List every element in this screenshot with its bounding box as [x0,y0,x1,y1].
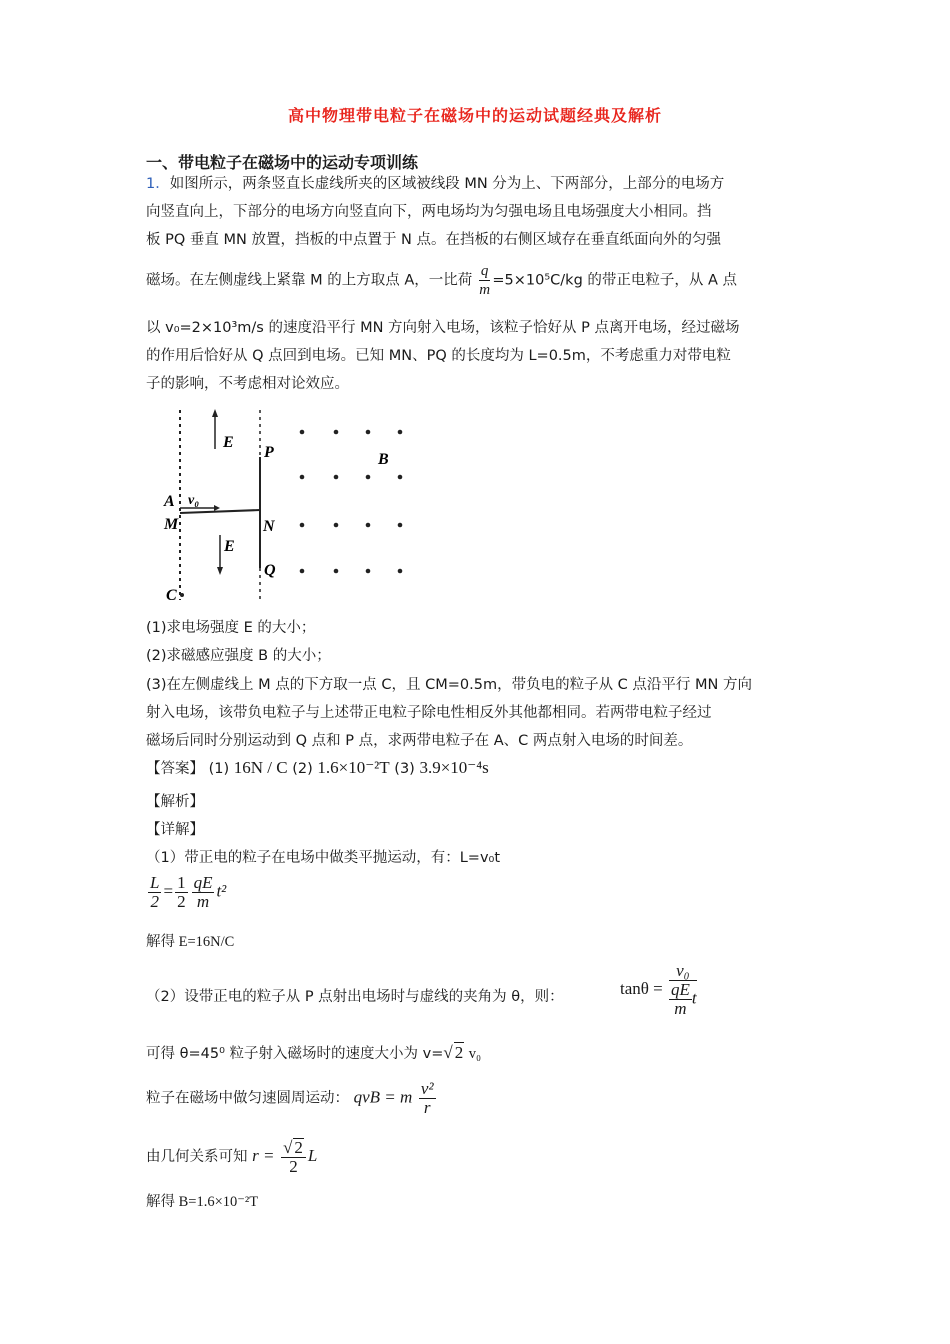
label-c: C [166,587,177,604]
problem-line-7: 子的影响，不考虑相对论效应。 [146,376,349,392]
field-dot [300,430,305,435]
problem-line-2: 向竖直向上，下部分的电场方向竖直向下，两电场均为匀强电场且电场强度大小相同。挡 [146,204,712,220]
point-c-marker [180,593,184,597]
answer-line: 【答案】 (1) 16N / C (2) 1.6×10⁻²T (3) 3.9×10⁻⁴s [146,758,489,777]
label-b: B [378,451,389,468]
label-n: N [263,518,275,535]
equation-1: $\frac{L}{2}$ = $\frac{1}{2}$ $\frac{qE}{m}$ t² [150,873,227,911]
detail-label: 【详解】 [146,822,204,838]
question-3-line-3: 磁场后同时分别运动到 Q 点和 P 点，求两带电粒子在 A、C 两点射入电场的时间差。 [146,733,693,749]
problem-line-5: 以 v₀=2×10³m/s 的速度沿平行 MN 方向射入电场，该粒子恰好从 P 点离开电场，经过磁场 [146,320,740,336]
field-up-arrowhead [212,409,218,417]
field-dot [398,569,403,574]
analysis-label: 【解析】 [146,794,204,810]
label-v0: v₀ [188,493,200,508]
problem-line-1: 1．如图所示，两条竖直长虚线所夹的区域被线段 MN 分为上、下两部分，上部分的电场方 [146,176,725,192]
field-dot [398,523,403,528]
segment-mn [180,510,260,513]
answer-1-value: 16N / C [233,758,288,777]
field-dot [300,523,305,528]
charge-mass-ratio: $\frac{q}{m}$ [479,263,491,298]
solution-step-5: 由几何关系可知 r = $\frac{√ 2}{2}$ L [146,1138,318,1176]
field-dot [366,430,371,435]
problem-number: 1． [146,176,170,192]
field-dot [334,475,339,480]
label-p: P [264,444,274,461]
solution-result-e: 解得 E=16N/C [146,934,235,950]
label-m: M [164,516,179,533]
field-dot [334,430,339,435]
solution-step-1: （1）带正电的粒子在电场中做类平抛运动，有：L=v₀t [146,850,501,866]
answer-3-value: 3.9×10⁻⁴s [419,758,489,777]
field-dot [300,569,305,574]
field-dot [366,569,371,574]
section-heading: 一、带电粒子在磁场中的运动专项训练 [146,153,419,172]
problem-line-3: 板 PQ 垂直 MN 放置，挡板的中点置于 N 点。在挡板的右侧区域存在垂直纸面向外的匀强 [146,232,722,248]
question-2: (2)求磁感应强度 B 的大小； [146,648,331,664]
velocity-arrowhead [214,505,220,511]
label-e-upper: E [223,434,234,451]
physics-figure [160,405,420,605]
field-dot [398,430,403,435]
solution-result-b: 解得 B=1.6×10⁻²T [146,1194,259,1210]
field-dot [300,475,305,480]
answer-label: 【答案】 [146,761,204,777]
field-dot [334,523,339,528]
problem-line-4: 磁场。在左侧虚线上紧靠 M 的上方取点 A，一比荷 $\frac{q}{m}$ =5×10⁵C/kg 的带正电粒子，从 A 点 [146,263,738,298]
label-e-lower: E [224,538,235,555]
question-3-line-2: 射入电场，该带负电粒子与上述带正电粒子除电性相反外其他都相同。若两带电粒子经过 [146,705,712,721]
field-dot [366,523,371,528]
field-down-arrowhead [217,567,223,575]
field-dot [334,569,339,574]
field-dot [366,475,371,480]
solution-step-3: 可得 θ=45⁰ 粒子射入磁场时的速度大小为 v=√ 2 v₀ [146,1043,482,1062]
problem-line-6: 的作用后恰好从 Q 点回到电场。已知 MN、PQ 的长度均为 L=0.5m，不考虑重力对带电粒 [146,348,731,364]
label-q: Q [264,562,276,579]
answer-2-value: 1.6×10⁻²T [317,758,390,777]
field-dot [398,475,403,480]
question-1: (1)求电场强度 E 的大小； [146,620,316,636]
question-3-line-1: (3)在左侧虚线上 M 点的下方取一点 C，且 CM=0.5m，带负电的粒子从 C 点沿平行 MN 方向 [146,677,752,693]
label-a: A [164,493,175,510]
equation-2: tanθ = v₀ $\frac{qE}{m}$ t [620,961,697,1018]
document-title: 高中物理带电粒子在磁场中的运动试题经典及解析 [287,106,662,125]
solution-step-4: 粒子在磁场中做匀速圆周运动： qvB = m $\frac{\text{v²}}{r}$ [146,1079,434,1117]
solution-step-2: （2）设带正电的粒子从 P 点射出电场时与虚线的夹角为 θ，则： [146,989,564,1005]
